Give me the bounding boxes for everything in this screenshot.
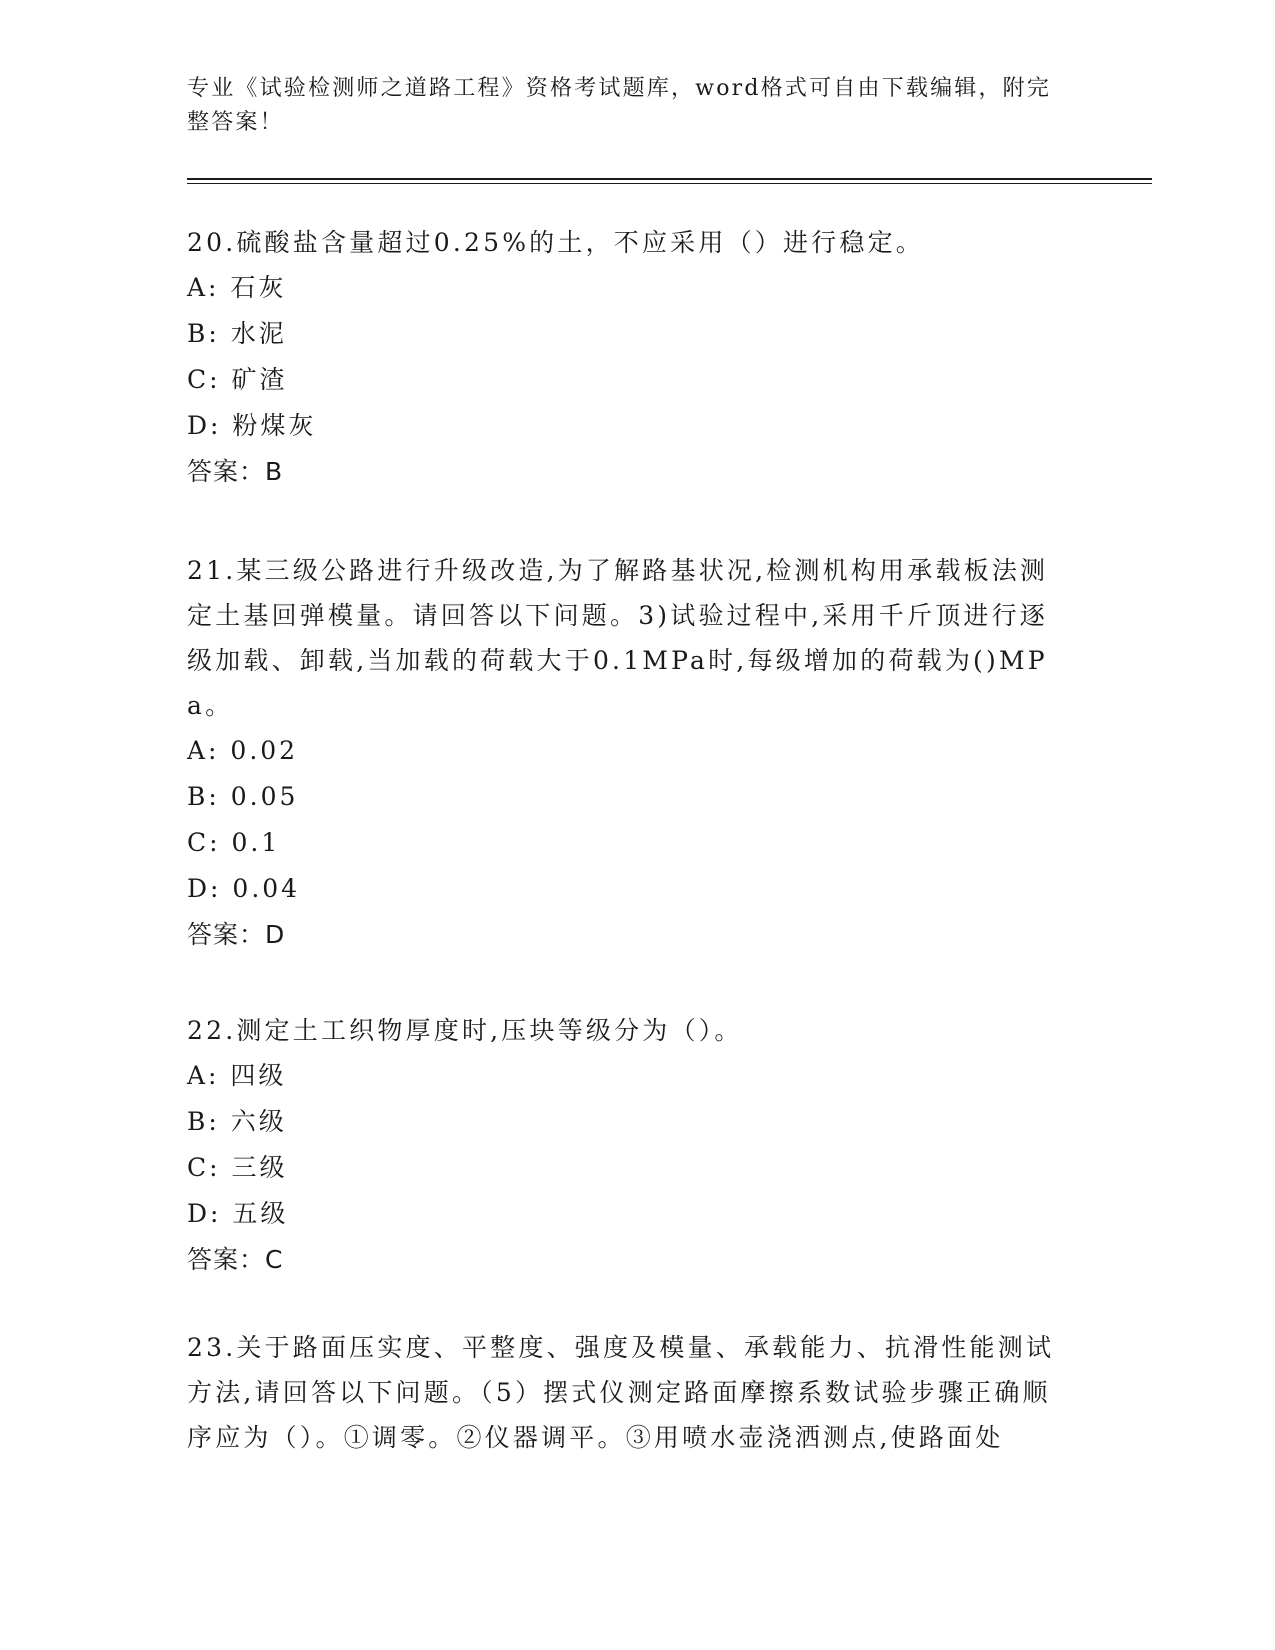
option-a: A: 四级 (187, 1061, 287, 1090)
option-a: A: 石灰 (187, 273, 287, 302)
question-stem: 22.测定土工织物厚度时,压块等级分为（）。 (187, 1016, 743, 1045)
header-divider-thin (187, 183, 1152, 184)
option-c: C: 三级 (187, 1153, 288, 1182)
option-a: A: 0.02 (187, 736, 299, 765)
question-stem: 20.硫酸盐含量超过0.25%的土，不应采用（）进行稳定。 (187, 228, 924, 257)
option-c: C: 矿渣 (187, 365, 288, 394)
header-divider (187, 178, 1152, 180)
question-stem: 21.某三级公路进行升级改造,为了解路基状况,检测机构用承载板法测定土基回弹模量。请回答以下问题。3)试验过程中,采用千斤顶进行逐级加载、卸载,当加载的荷载大于0.1MPa时,每级增加的荷载为()MPa。 (187, 556, 1049, 720)
option-d: D: 五级 (187, 1199, 289, 1228)
option-b: B: 0.05 (187, 782, 299, 811)
question-23 (187, 1325, 1067, 1460)
question-21 (187, 548, 1067, 958)
option-c: C: 0.1 (187, 828, 281, 857)
question-20 (187, 220, 1067, 495)
question-stem: 23.关于路面压实度、平整度、强度及模量、承载能力、抗滑性能测试方法,请回答以下问题。（5）摆式仪测定路面摩擦系数试验步骤正确顺序应为（）。①调零。②仪器调平。③用喷水壶浇洒测点,使路面处 (187, 1333, 1055, 1452)
option-d: D: 粉煤灰 (187, 411, 317, 440)
answer: 答案：C (187, 1245, 284, 1274)
document-header: 专业《试验检测师之道路工程》资格考试题库，word格式可自由下载编辑，附完整答案！ (187, 76, 1052, 135)
answer: 答案：B (187, 457, 284, 486)
option-b: B: 水泥 (187, 319, 287, 348)
option-d: D: 0.04 (187, 874, 301, 903)
question-22 (187, 1008, 1067, 1283)
answer: 答案：D (187, 920, 286, 949)
option-b: B: 六级 (187, 1107, 287, 1136)
